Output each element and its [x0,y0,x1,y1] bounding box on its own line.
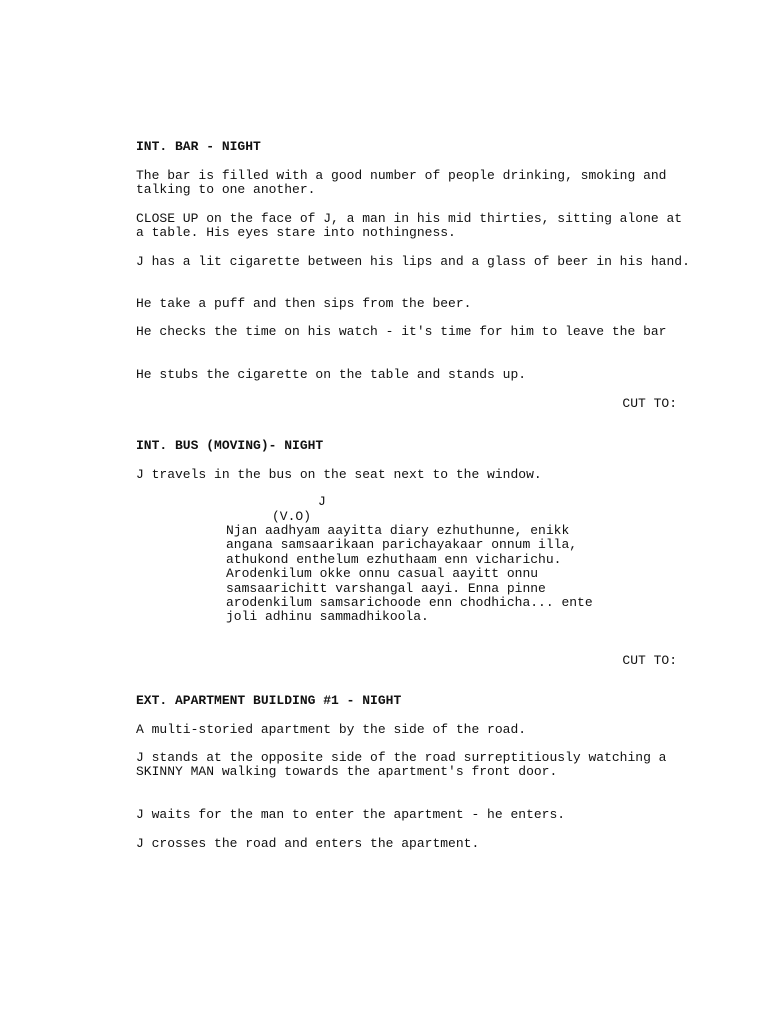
action-paragraph: The bar is filled with a good number of people drinking, smoking and talking to one another. [136,168,667,198]
scene-heading: INT. BUS (MOVING)- NIGHT [136,438,324,453]
action-paragraph: CLOSE UP on the face of J, a man in his mid thirties, sitting alone at a table. His eyes stare into nothingness. [136,211,683,241]
action-paragraph: J travels in the bus on the seat next to the window. [136,467,542,482]
action-paragraph: A multi-storied apartment by the side of the road. [136,722,527,737]
action-paragraph: J crosses the road and enters the apartment. [136,836,480,851]
transition: CUT TO: [622,396,677,411]
action-paragraph: He take a puff and then sips from the beer. [136,296,472,311]
character-name: J [318,494,326,509]
action-paragraph: J has a lit cigarette between his lips and a glass of beer in his hand. [136,254,690,269]
scene-heading: INT. BAR - NIGHT [136,139,261,154]
action-paragraph: J waits for the man to enter the apartment - he enters. [136,807,566,822]
action-paragraph: He checks the time on his watch - it's time for him to leave the bar [136,324,667,339]
dialogue-block: Njan aadhyam aayitta diary ezhuthunne, enikk angana samsaarikaan parichayakaar onnum illa, athukond enthelum ezhuthaam enn vicharichu. Arodenkilum okke onnu casual aayitt onnu samsaarichitt varshangal aayi. Enna pinne arodenkilum samsarichoode enn chodhicha... ente joli adhinu sammadhikoola. [226,523,593,625]
action-paragraph: He stubs the cigarette on the table and stands up. [136,367,527,382]
transition: CUT TO: [622,653,677,668]
action-paragraph: J stands at the opposite side of the road surreptitiously watching a SKINNY MAN walking towards the apartment's front door. [136,750,667,780]
parenthetical: (V.O) [272,509,312,524]
scene-heading: EXT. APARTMENT BUILDING #1 - NIGHT [136,693,402,708]
